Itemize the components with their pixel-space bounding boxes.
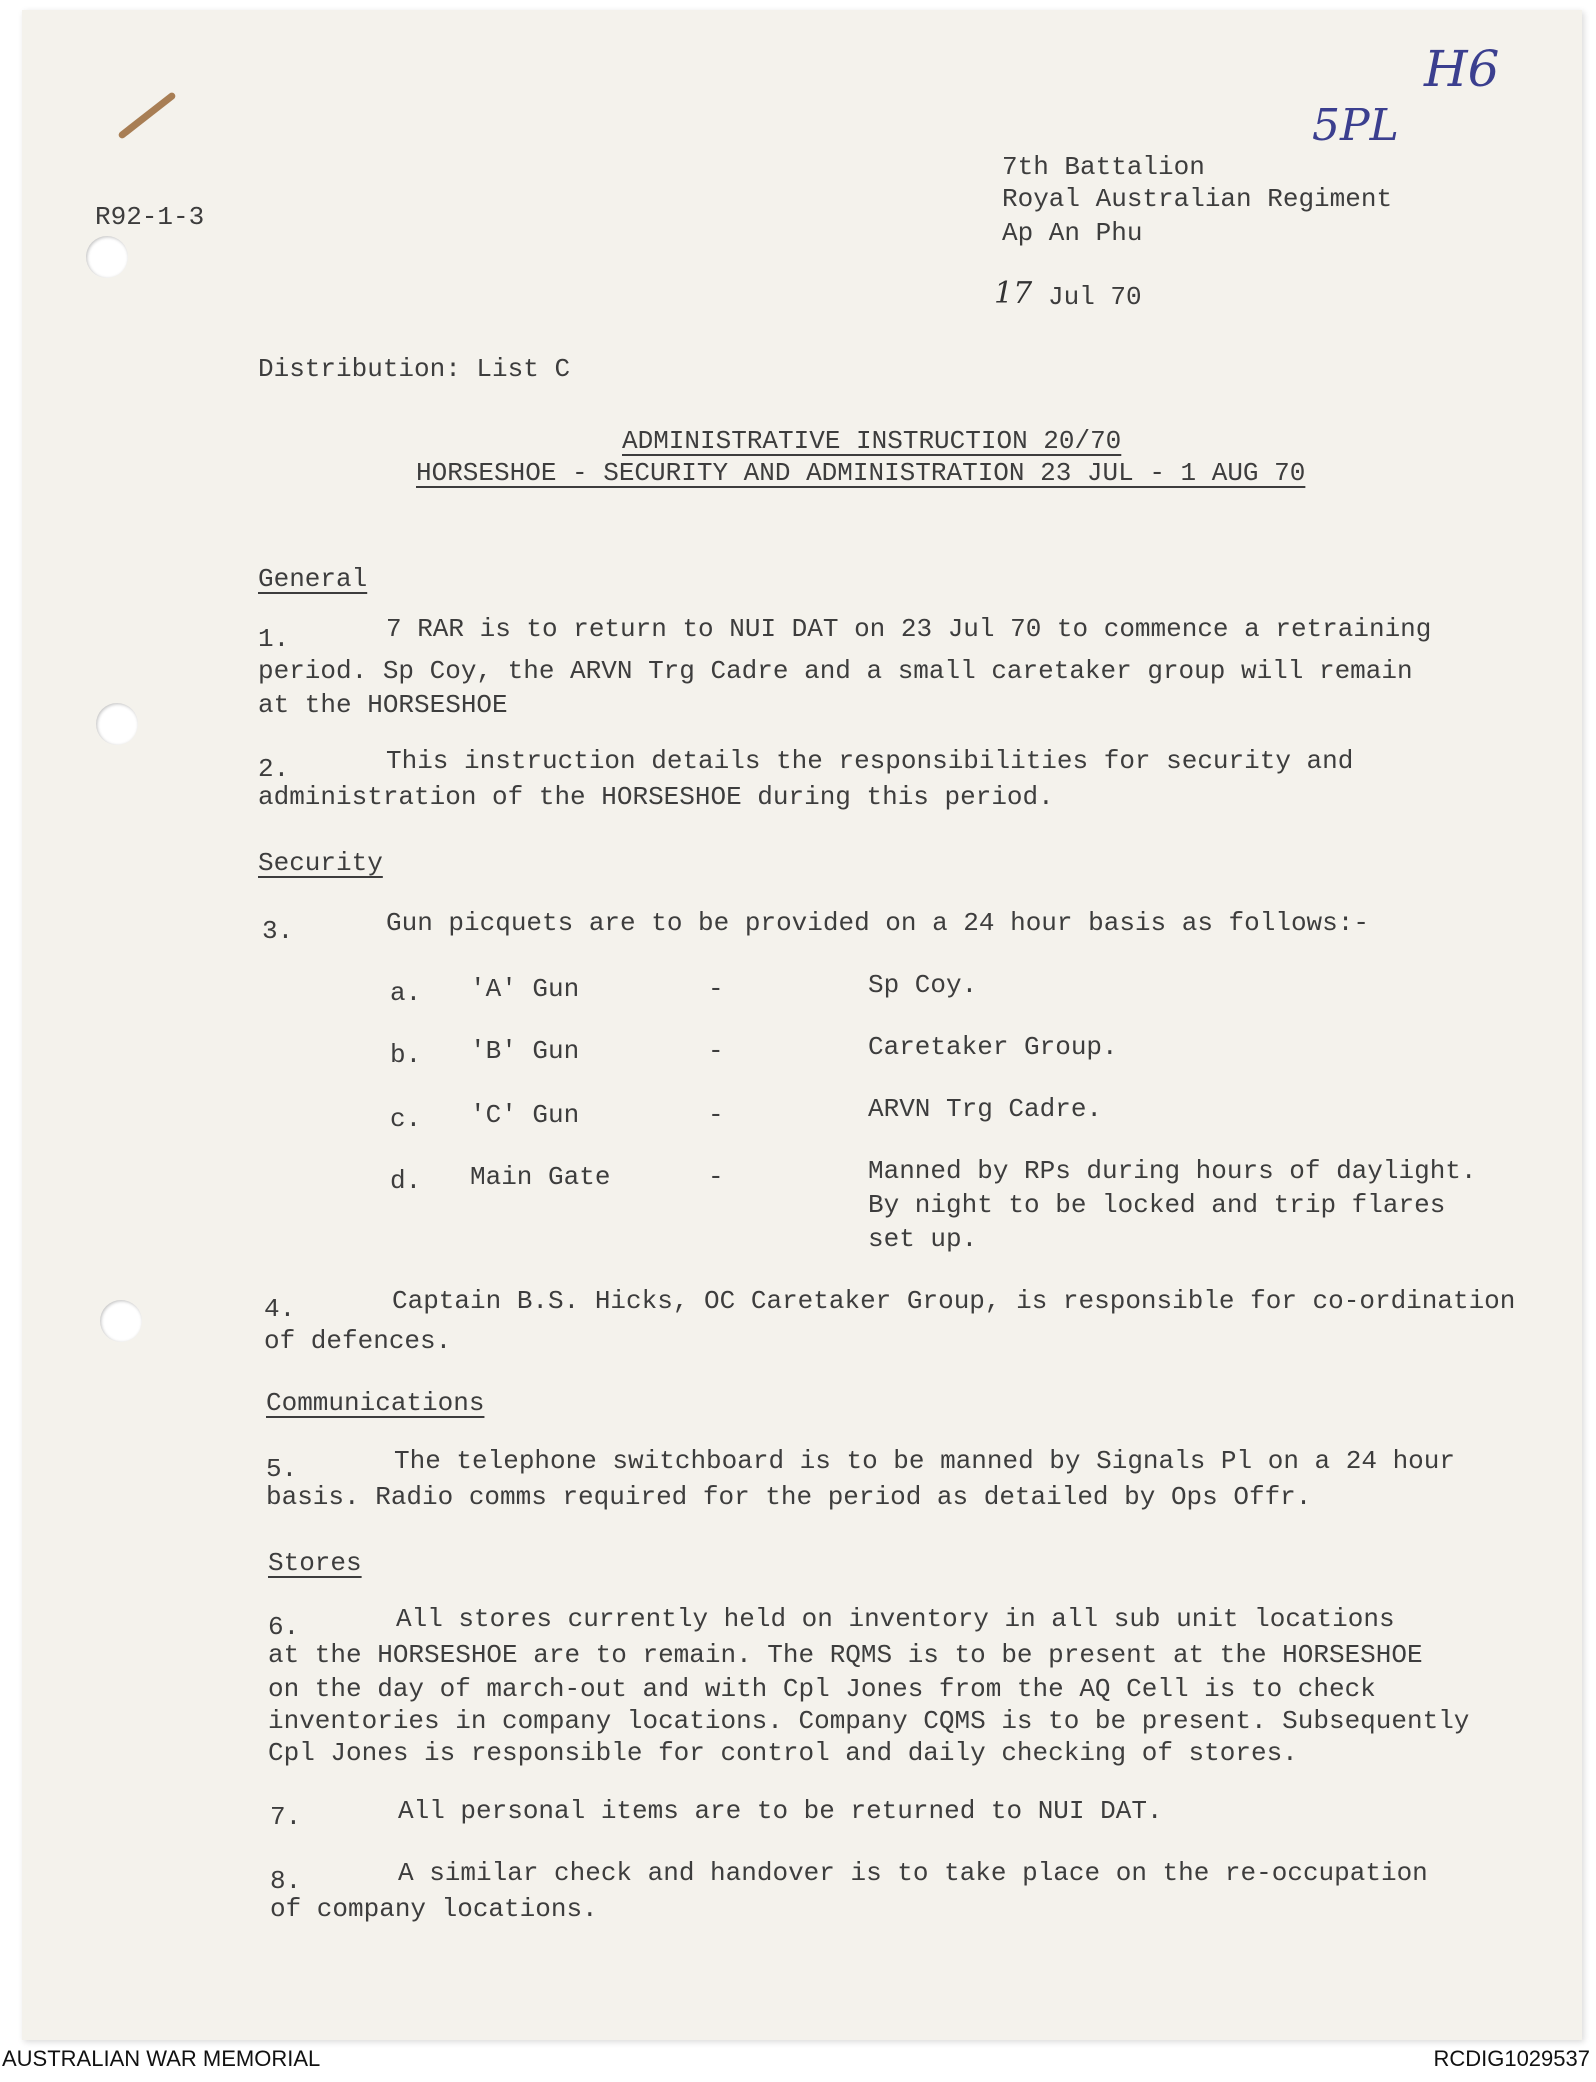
handwritten-day: 17 <box>994 276 1033 311</box>
picquet-assignment: Caretaker Group. <box>868 1032 1118 1062</box>
para-2-line: administration of the HORSESHOE during this period. <box>258 782 1054 812</box>
para-3-line: Gun picquets are to be provided on a 24 hour basis as follows:- <box>386 908 1369 938</box>
para-8-line: of company locations. <box>270 1894 598 1924</box>
para-6-line: at the HORSESHOE are to remain. The RQMS is to be present at the HORSESHOE <box>268 1640 1423 1670</box>
picquet-letter: b. <box>390 1040 422 1070</box>
picquet-assignment: Manned by RPs during hours of daylight. <box>868 1156 1477 1186</box>
sender-line-1: 7th Battalion <box>1002 152 1205 182</box>
para-1-line: 7 RAR is to return to NUI DAT on 23 Jul 70 to commence a retraining <box>386 614 1432 644</box>
section-heading-general: General <box>258 564 368 594</box>
archive-identifier: RCDIG1029537 <box>1433 2046 1590 2071</box>
para-4-line: Captain B.S. Hicks, OC Caretaker Group, is responsible for co-ordination <box>392 1286 1516 1316</box>
picquet-letter: a. <box>390 978 422 1008</box>
punch-hole <box>100 1300 142 1342</box>
picquet-letter: d. <box>390 1166 422 1196</box>
picquet-post: 'C' Gun <box>470 1100 580 1130</box>
para-6-line: inventories in company locations. Company CQMS is to be present. Subsequently <box>268 1706 1470 1736</box>
handwritten-folio: H6 <box>1424 40 1500 98</box>
para-number: 7. <box>270 1802 302 1832</box>
handwritten-mark: 5PL <box>1312 100 1399 151</box>
para-number: 8. <box>270 1866 302 1896</box>
picquet-post: 'B' Gun <box>470 1036 580 1066</box>
para-6-line: All stores currently held on inventory in all sub unit locations <box>396 1604 1395 1634</box>
para-8-line: A similar check and handover is to take place on the re-occupation <box>398 1858 1428 1888</box>
picquet-dash: - <box>708 1162 724 1192</box>
document-subtitle: HORSESHOE - SECURITY AND ADMINISTRATION 23 JUL - 1 AUG 70 <box>416 458 1306 488</box>
para-1-line: at the HORSESHOE <box>258 690 508 720</box>
para-6-line: on the day of march-out and with Cpl Jones from the AQ Cell is to check <box>268 1674 1376 1704</box>
para-number: 1. <box>258 624 290 654</box>
para-number: 6. <box>268 1612 300 1642</box>
para-1-line: period. Sp Coy, the ARVN Trg Cadre and a small caretaker group will remain <box>258 656 1413 686</box>
distribution-line: Distribution: List C <box>258 354 571 384</box>
para-number: 3. <box>262 916 294 946</box>
picquet-assignment: set up. <box>868 1224 978 1254</box>
picquet-dash: - <box>708 1100 724 1130</box>
picquet-assignment: Sp Coy. <box>868 970 978 1000</box>
punch-hole <box>96 703 138 745</box>
para-7-line: All personal items are to be returned to NUI DAT. <box>398 1796 1163 1826</box>
para-5-line: The telephone switchboard is to be manned by Signals Pl on a 24 hour <box>394 1446 1455 1476</box>
para-number: 5. <box>266 1454 298 1484</box>
para-6-line: Cpl Jones is responsible for control and daily checking of stores. <box>268 1738 1298 1768</box>
picquet-assignment: By night to be locked and trip flares <box>868 1190 1446 1220</box>
para-number: 4. <box>264 1294 296 1324</box>
picquet-assignment: ARVN Trg Cadre. <box>868 1094 1103 1124</box>
para-4-line: of defences. <box>264 1326 452 1356</box>
document-date: Jul 70 <box>1048 282 1142 312</box>
picquet-post: 'A' Gun <box>470 974 580 1004</box>
picquet-letter: c. <box>390 1104 422 1134</box>
para-2-line: This instruction details the responsibilities for security and <box>386 746 1354 776</box>
picquet-dash: - <box>708 974 724 1004</box>
section-heading-security: Security <box>258 848 383 878</box>
sender-line-3: Ap An Phu <box>1002 218 1143 248</box>
section-heading-communications: Communications <box>266 1388 485 1418</box>
document-title: ADMINISTRATIVE INSTRUCTION 20/70 <box>622 426 1122 456</box>
punch-hole <box>86 236 128 278</box>
file-reference: R92-1-3 <box>95 202 205 232</box>
picquet-dash: - <box>708 1036 724 1066</box>
para-5-line: basis. Radio comms required for the period as detailed by Ops Offr. <box>266 1482 1312 1512</box>
para-number: 2. <box>258 754 290 784</box>
picquet-post: Main Gate <box>470 1162 611 1192</box>
section-heading-stores: Stores <box>268 1548 362 1578</box>
archive-credit: AUSTRALIAN WAR MEMORIAL <box>2 2046 321 2071</box>
sender-line-2: Royal Australian Regiment <box>1002 184 1393 214</box>
